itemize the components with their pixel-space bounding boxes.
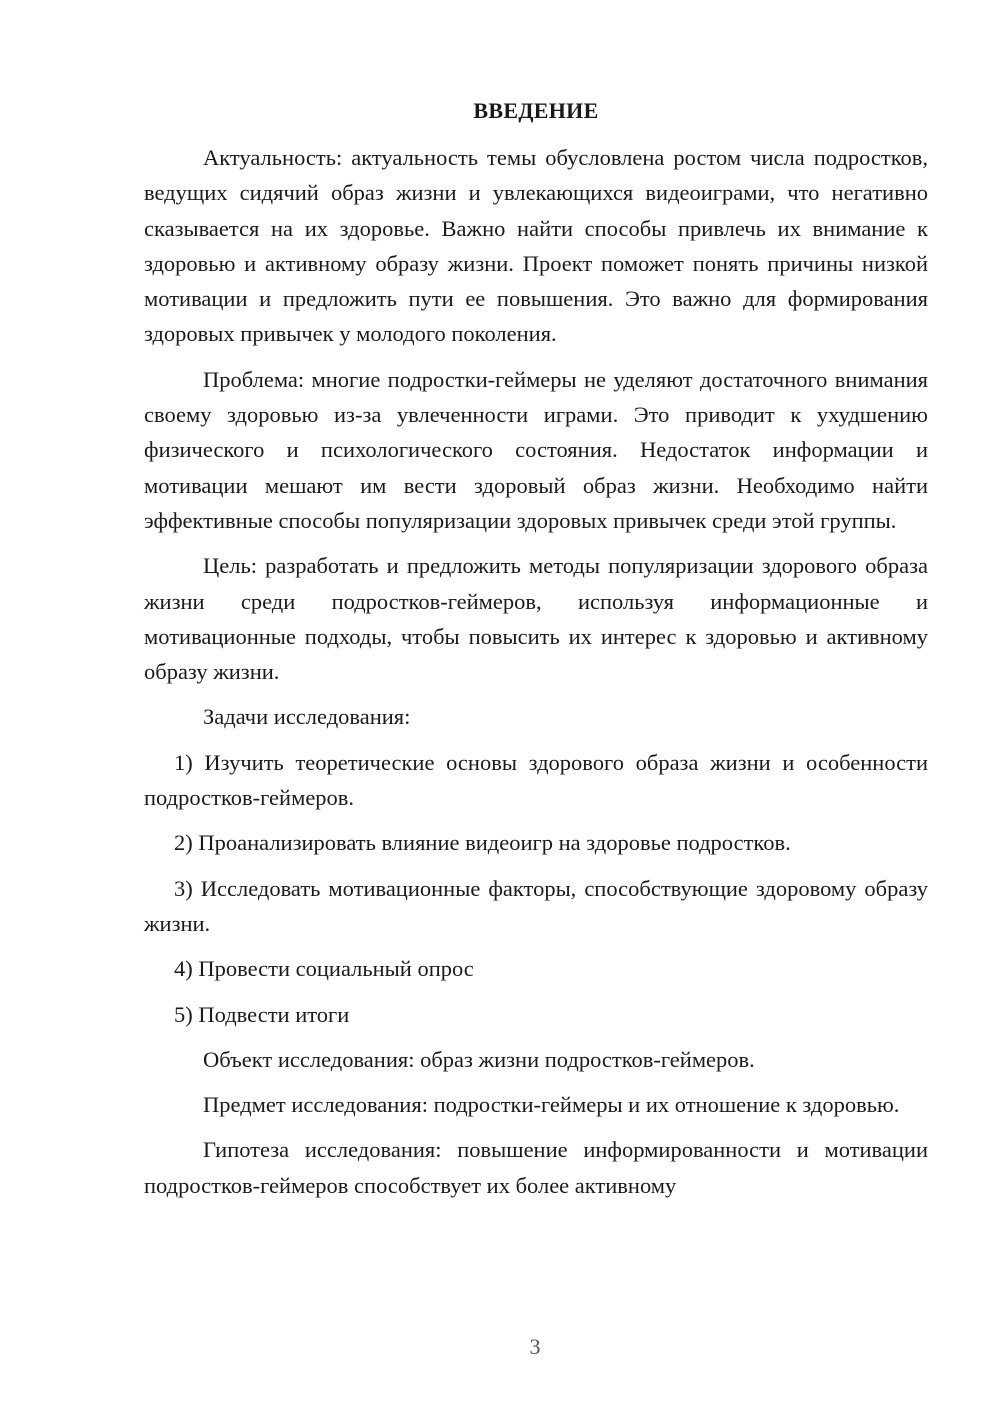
- document-page: [144, 96, 928, 1203]
- section-heading: ВВЕДЕНИЕ: [473, 98, 599, 123]
- relevance-paragraph: Актуальность: актуальность темы обусловлена ростом числа подростков, ведущих сидячий образ жизни и увлекающихся видеоиграми, что негативно сказывается на их здоровье. Важно найти способы привлечь их внимание к здоровью и активному образу жизни. Проект поможет понять причины низкой мотивации и предложить пути ее повышения. Это важно для формирования здоровых привычек у молодого поколения.: [144, 145, 928, 347]
- task-item: 2) Проанализировать влияние видеоигр на здоровье подростков.: [174, 830, 791, 856]
- goal-paragraph: Цель: разработать и предложить методы популяризации здорового образа жизни среди подростков-геймеров, используя информационные и мотивационные подходы, чтобы повысить их интерес к здоровью и активному образу жизни.: [144, 553, 928, 685]
- page-number: 3: [529, 1334, 541, 1359]
- task-item: 3) Исследовать мотивационные факторы, способствующие здоровому образу жизни.: [144, 875, 928, 936]
- subject-paragraph: Предмет исследования: подростки-геймеры и их отношение к здоровью.: [203, 1092, 900, 1118]
- object-paragraph: Объект исследования: образ жизни подростков-геймеров.: [203, 1046, 755, 1072]
- task-item: 1) Изучить теоретические основы здорового образа жизни и особенности подростков-геймеров.: [144, 749, 928, 811]
- task-item: 4) Провести социальный опрос: [174, 956, 474, 982]
- tasks-heading: Задачи исследования:: [203, 704, 411, 730]
- hypothesis-paragraph: Гипотеза исследования: повышение информированности и мотивации подростков-геймеров способствует их более активному: [144, 1137, 928, 1198]
- problem-paragraph: Проблема: многие подростки-геймеры не уделяют достаточного внимания своему здоровью из-за увлеченности играми. Это приводит к ухудшению физического и психологического состояния. Недостаток информации и мотивации мешают им вести здоровый образ жизни. Необходимо найти эффективные способы популяризации здоровых привычек среди этой группы.: [144, 366, 928, 533]
- task-item: 5) Подвести итоги: [174, 1001, 350, 1027]
